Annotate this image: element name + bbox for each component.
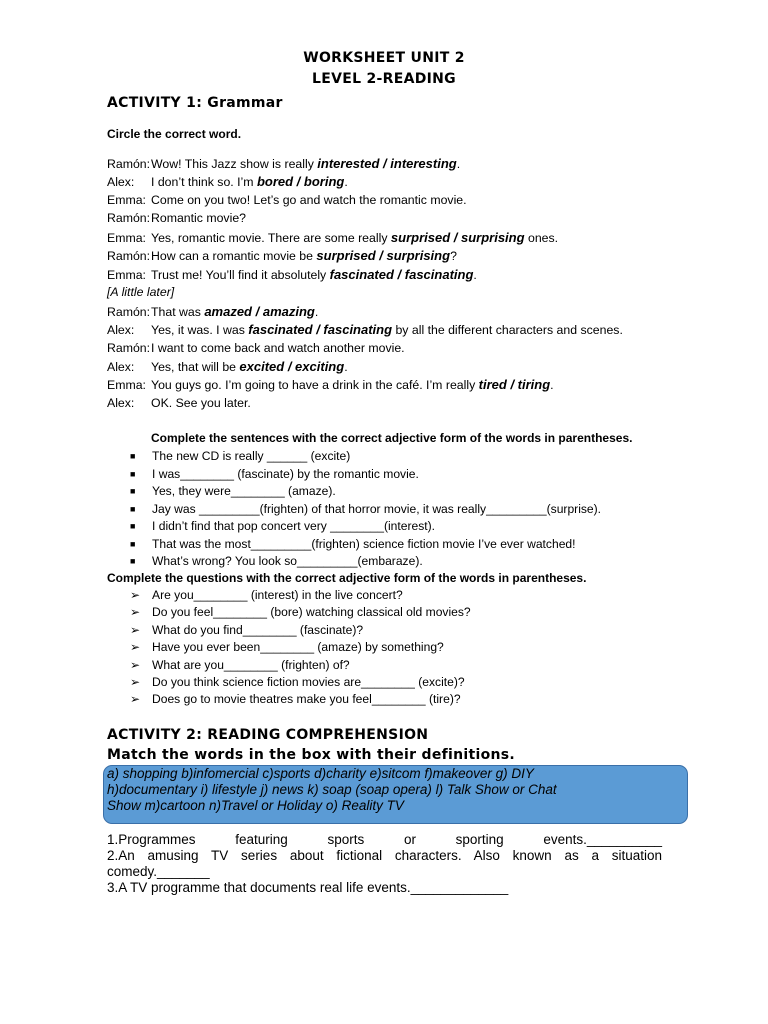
dialogue-text: [A little later] [107,285,175,300]
arrow-bullet-icon: ➢ [130,675,141,689]
speaker-name: Ramón: [107,304,151,319]
speaker-name: Alex: [107,175,135,190]
dialogue-text-end: by all the different characters and scenes. [392,323,623,338]
question-item [130,605,471,619]
speaker-name: Ramón: [107,211,151,226]
sentence-item [130,537,576,551]
sentence-text: Yes, they were________ (amaze). [152,484,336,498]
speaker-name: Alex: [107,359,135,374]
bullet-icon: ■ [130,538,136,549]
dialogue-line [107,267,477,282]
dialogue-text-end: ones. [524,230,559,245]
dialogue-line [107,211,246,225]
question-item [130,675,465,689]
dialogue-text-end: . [314,304,319,319]
question-text: Does go to movie theatres make you feel________ (tire)? [152,692,461,707]
sentence-text: What’s wrong? You look so_________(embaraze). [152,554,423,568]
dialogue-text-end: . [344,175,348,190]
dialogue-text: Trust me! You’ll find it absolutely [151,267,330,282]
word-choice[interactable]: fascinated / fascinating [329,266,474,282]
speaker-name: Emma: [107,267,146,282]
arrow-bullet-icon: ➢ [130,640,141,655]
dialogue-line [107,193,467,207]
dialogue-line [107,396,251,410]
question-item [130,623,363,637]
bullet-icon: ■ [130,451,136,461]
dialogue-line [107,359,348,374]
sentence-text: I didn’t find that pop concert very ________(interest). [152,519,436,533]
dialogue-line [107,156,460,171]
dialogue-text: I want to come back and watch another movie. [151,340,405,355]
dialogue-text-end: . [550,378,554,393]
dialogue-text: Yes, it was. I was [151,323,249,338]
sentence-text: That was the most_________(frighten) science fiction movie I’ve ever watched! [152,536,576,551]
arrow-bullet-icon: ➢ [130,605,141,620]
word-choice[interactable]: bored / boring [256,174,345,190]
bullet-icon: ■ [130,503,136,514]
definition-line: 3.A TV programme that documents real life events._____________ [107,880,509,895]
dialogue-line [107,304,318,319]
speaker-name: Emma: [107,378,146,393]
word-box-line: Show m)cartoon n)Travel or Holiday o) Reality TV [107,798,404,813]
activity1-instruction: Circle the correct word. [107,127,242,141]
speaker-name: Ramón: [107,249,151,264]
sentence-text: I was________ (fascinate) by the romantic movie. [152,466,419,481]
speaker-name: Alex: [107,395,135,410]
arrow-bullet-icon: ➢ [130,657,141,672]
dialogue-line [107,377,554,392]
speaker-name: Ramón: [107,340,151,355]
question-text: Are you________ (interest) in the live concert? [152,588,403,602]
dialogue-text: OK. See you later. [151,395,251,410]
question-text: Do you feel________ (bore) watching classical old movies? [152,605,471,620]
word-choice[interactable]: fascinated / fascinating [248,322,393,338]
bullet-icon: ■ [130,556,136,566]
dialogue-line [107,230,558,245]
bullet-icon: ■ [130,486,136,496]
word-choice[interactable]: excited / exciting [239,358,345,374]
definition-line: comedy._______ [107,864,210,879]
dialogue-line [107,174,348,189]
sentence-item [130,449,350,463]
question-text: What do you find________ (fascinate)? [152,622,364,637]
dialogue-text: Wow! This Jazz show is really [151,157,318,171]
word-choice[interactable]: interested / interesting [317,156,457,171]
bullet-icon: ■ [130,521,136,531]
sentence-item [130,484,336,498]
dialogue-text: Yes, romantic movie. There are some really [151,230,391,245]
speaker-name: Ramón: [107,157,151,171]
dialogue-text-end: . [473,267,477,282]
question-item [130,640,444,654]
dialogue-text-end: . [456,157,461,171]
arrow-bullet-icon: ➢ [130,622,141,637]
dialogue-text: Yes, that will be [151,359,240,374]
speaker-name: Emma: [107,230,146,245]
activity2-heading: ACTIVITY 2: READING COMPREHENSION [107,727,429,743]
speaker-name: Emma: [107,192,146,207]
definition-line: 2.An amusing TV series about fictional characters. Also known as a situation [107,848,662,863]
word-choice[interactable]: surprised / surprising [390,229,525,245]
dialogue-text: Come on you two! Let’s go and watch the romantic movie. [151,192,467,207]
dialogue-text-end: ? [450,249,457,264]
question-text: What are you________ (frighten) of? [152,657,350,672]
worksheet-title: WORKSHEET UNIT 2 [303,50,465,66]
sentence-item [130,467,419,481]
definition-line: 1.Programmes featuring sports or sporting events.__________ [107,832,662,847]
question-item [130,692,461,706]
word-box-line: h)documentary i) lifestyle j) news k) soap (soap opera) l) Talk Show or Chat [107,782,557,797]
dialogue-line [107,248,457,263]
dialogue-text: Romantic movie? [151,211,246,226]
sentence-item [130,519,435,533]
word-box-line: a) shopping b)infomercial c)sports d)charity e)sitcom f)makeover g) DIY [107,766,534,781]
complete-sentences-instruction: Complete the sentences with the correct adjective form of the words in parentheses. [151,431,633,445]
dialogue-text: How can a romantic movie be [151,249,317,264]
activity1-heading: ACTIVITY 1: Grammar [107,95,283,111]
dialogue-text: You guys go. I’m going to have a drink in the café. I’m really [151,378,479,393]
arrow-bullet-icon: ➢ [130,692,141,707]
question-item [130,658,350,672]
question-text: Do you think science fiction movies are________ (excite)? [152,675,465,689]
dialogue-text-end: . [344,359,348,374]
sentence-item [130,554,423,568]
word-choice[interactable]: tired / tiring [478,377,551,393]
sentence-item [130,502,601,516]
word-choice[interactable]: surprised / surprising [316,248,451,264]
question-item [130,588,403,602]
dialogue-line [107,322,623,337]
dialogue-line [107,285,174,299]
dialogue-text: I don’t think so. I’m [151,175,257,190]
worksheet-subtitle: LEVEL 2-READING [312,71,456,87]
word-choice[interactable]: amazed / amazing [204,303,315,319]
question-text: Have you ever been________ (amaze) by something? [152,640,444,655]
speaker-name: Alex: [107,323,135,338]
arrow-bullet-icon: ➢ [130,588,141,602]
bullet-icon: ■ [130,468,136,479]
dialogue-text: That was [151,304,205,319]
dialogue-line [107,341,405,355]
sentence-text: Jay was _________(frighten) of that horror movie, it was really_________(surprise). [152,501,602,516]
complete-questions-instruction: Complete the questions with the correct adjective form of the words in parentheses. [107,571,587,585]
sentence-text: The new CD is really ______ (excite) [152,449,351,463]
activity2-instruction: Match the words in the box with their definitions. [107,747,516,763]
